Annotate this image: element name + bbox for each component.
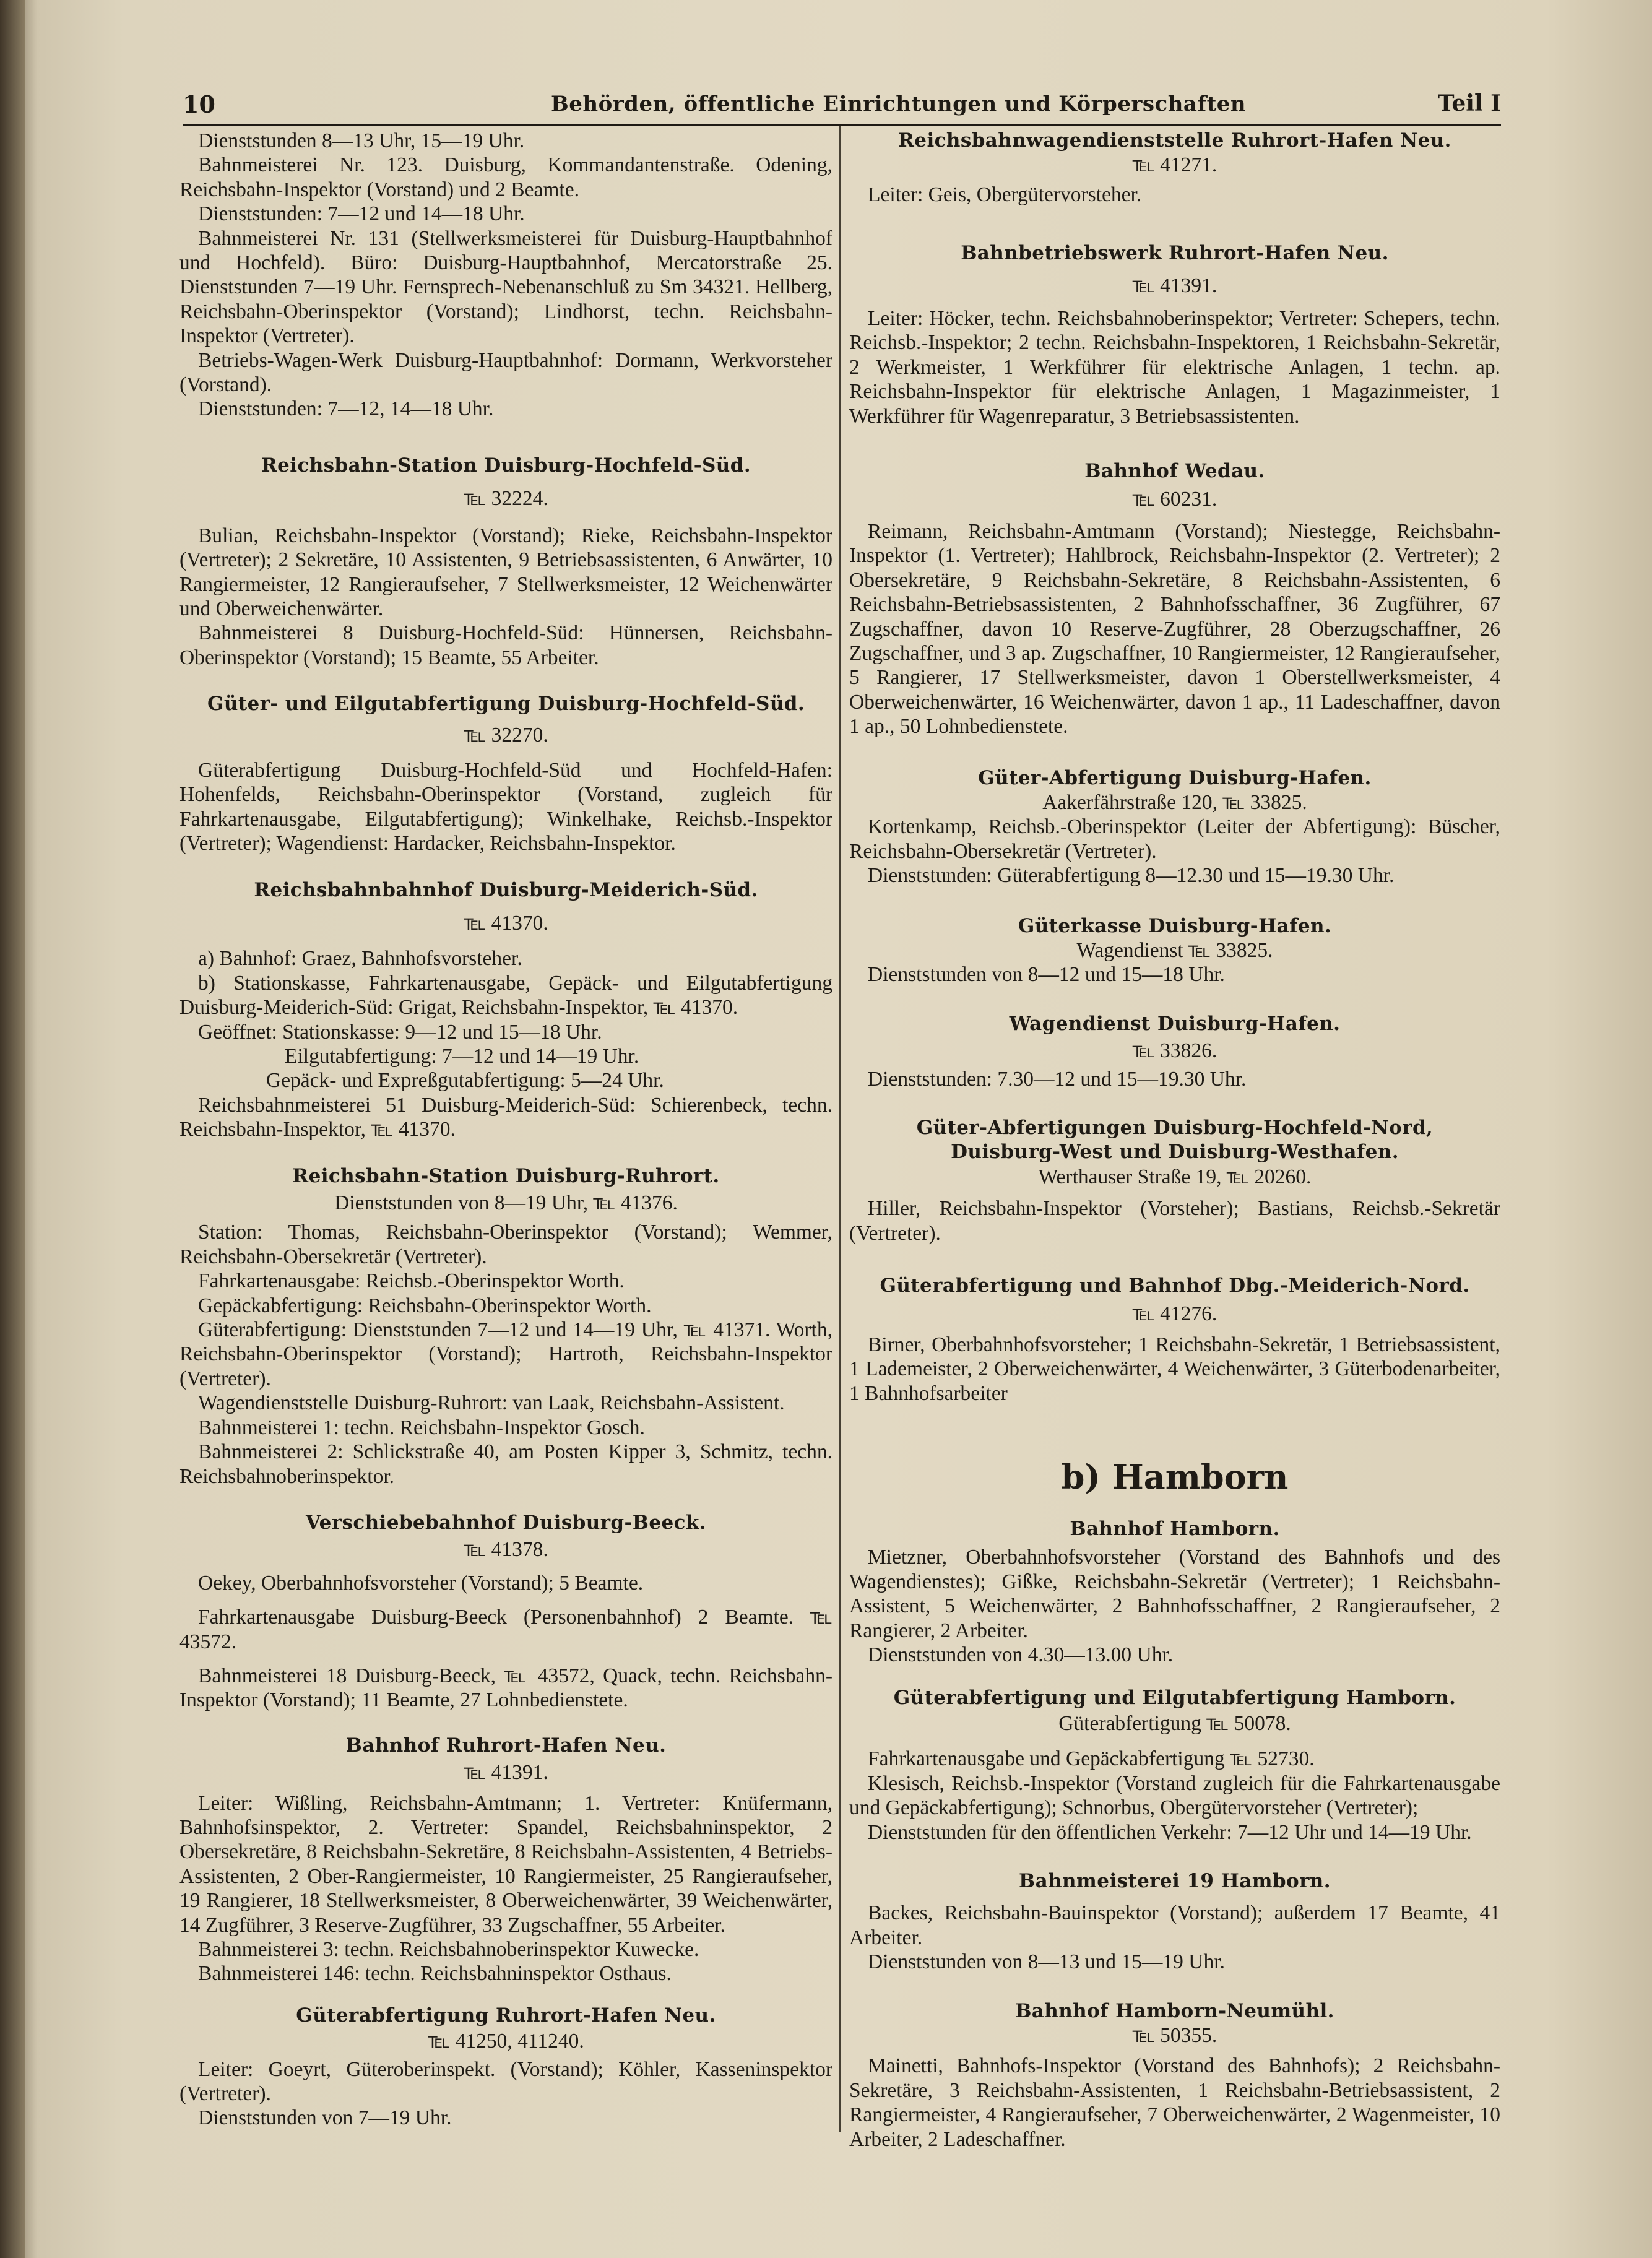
section-hochfeld-nord — [849, 1116, 1500, 1245]
section-title: Güterabfertigung und Bahnhof Dbg.-Meiderich-Nord. — [880, 1274, 1470, 1297]
paragraph: Bahnmeisterei 8 Duisburg-Hochfeld-Süd: Hünnersen, Reichsbahn-Oberinspektor (Vorstand); 15 Beamte, 55 Arbeiter. — [179, 621, 832, 669]
section-beeck — [179, 1511, 832, 1713]
paragraph: Leiter: Höcker, techn. Reichsbahnoberinspektor; Vertreter: Schepers, techn. Reichsb.-Inspektor; 2 techn. Reichsbahn-Inspektoren, 1 Reichsbahn-Sekretär, 2 Werkmeister, 1 Werkführer für elektrische Anlagen, 1 techn. ap. Reichsbahn-Inspektor für elektrische Anlagen, 1 Magazinmeister, 1 Werkführer für Wagenreparatur, 3 Betriebsassistenten. — [849, 307, 1500, 428]
paragraph: Klesisch, Reichsb.-Inspektor (Vorstand zugleich für die Fahrkartenausgabe und Gepäckabfertigung); Schnorbus, Obergütervorsteher (Vertreter); — [849, 1771, 1500, 1820]
paragraph: Eilgutabfertigung: 7—12 und 14—19 Uhr. — [285, 1045, 639, 1068]
paragraph: Hiller, Reichsbahn-Inspektor (Vorsteher); Bastians, Reichsb.-Sekretär (Vertreter). — [849, 1197, 1500, 1245]
phone-number: ℡ 41391. — [1132, 274, 1217, 297]
section-hamborn-neumuehl — [849, 1999, 1500, 2152]
address: Aakerfährstraße 120, ℡ 33825. — [1042, 790, 1307, 814]
section-title: Güter-Abfertigung Duisburg-Hafen. — [978, 766, 1372, 789]
phone-number: ℡ 32270. — [464, 723, 548, 746]
paragraph: Dienststunden 8—13 Uhr, 15—19 Uhr. — [198, 129, 525, 152]
opening-hours: Dienststunden von 8—19 Uhr, ℡ 41376. — [334, 1192, 678, 1215]
phone-number: ℡ 41370. — [464, 911, 548, 935]
section-title: Reichsbahn-Station Duisburg-Hochfeld-Süd. — [261, 454, 751, 477]
section-title: Verschiebebahnhof Duisburg-Beeck. — [306, 1511, 706, 1534]
section-title: Bahnhof Wedau. — [1084, 460, 1265, 483]
section-meiderich-nord — [849, 1274, 1500, 1406]
paragraph: Dienststunden: Güterabfertigung 8—12.30 und 15—19.30 Uhr. — [868, 864, 1395, 888]
paragraph: Gepäckabfertigung: Reichsbahn-Oberinspektor Worth. — [198, 1294, 652, 1317]
paragraph: Gepäck- und Expreßgutabfertigung: 5—24 Uhr. — [266, 1069, 664, 1092]
address: Werthauser Straße 19, ℡ 20260. — [1038, 1165, 1312, 1188]
section-wedau — [849, 459, 1500, 738]
section-title: Bahnhof Ruhrort-Hafen Neu. — [345, 1734, 667, 1757]
phone-number: ℡ 41378. — [464, 1538, 548, 1562]
paragraph: Güterabfertigung Duisburg-Hochfeld-Süd und Hochfeld-Hafen: Hohenfelds, Reichsbahn-Oberinspektor (Vorstand, zugleich für Fahrkartenausgabe, Eilgutabfertigung); Winkelhake, Reichsb.-Inspektor (Vertreter); Wagendienst: Hardacker, Reichsbahn-Inspektor. — [179, 758, 832, 855]
phone-number: ℡ 41276. — [1132, 1302, 1217, 1326]
section-gueter-hochfeld-sued — [179, 692, 832, 855]
section-gueterkasse — [849, 914, 1500, 987]
paragraph: Kortenkamp, Reichsb.-Oberinspektor (Leiter der Abfertigung): Büscher, Reichsbahn-Obersekretär (Vertreter). — [849, 815, 1500, 863]
paragraph: Dienststunden: 7—12 und 14—18 Uhr. — [198, 202, 525, 226]
section-bahnbetriebswerk — [849, 241, 1500, 428]
paragraph: Bahnmeisterei 1: techn. Reichsbahn-Inspektor Gosch. — [198, 1416, 645, 1439]
section-title: Reichsbahn-Station Duisburg-Ruhrort. — [292, 1164, 720, 1187]
paragraph: Leiter: Goeyrt, Güteroberinspekt. (Vorstand); Köhler, Kasseninspektor (Vertreter). — [179, 2057, 832, 2106]
paragraph: Dienststunden von 8—12 und 15—18 Uhr. — [868, 963, 1225, 987]
column-divider — [839, 126, 841, 2132]
phone-number: ℡ 60231. — [1132, 488, 1217, 511]
paragraph: Fahrkartenausgabe: Reichsb.-Oberinspektor Worth. — [198, 1270, 625, 1293]
paragraph: Bahnmeisterei Nr. 131 (Stellwerksmeisterei für Duisburg-Hauptbahnhof und Hochfeld). Büro: Duisburg-Hauptbahnhof, Mercatorstraße 25. Dienststunden 7—19 Uhr. Fernsprech-Nebenanschluß zu Sm 34321. Hellberg, Reichsbahn-Oberinspektor (Vorstand); Lindhorst, techn. Reichsbahn-Inspektor (Vertreter). — [179, 227, 832, 348]
paragraph: Dienststunden: 7.30—12 und 15—19.30 Uhr. — [868, 1067, 1247, 1091]
paragraph: Fahrkartenausgabe Duisburg-Beeck (Personenbahnhof) 2 Beamte. ℡ 43572. — [179, 1606, 832, 1653]
paragraph: Wagendienststelle Duisburg-Ruhrort: van Laak, Reichsbahn-Assistent. — [198, 1391, 785, 1415]
binding-edge — [0, 0, 25, 2258]
phone-number: Wagendienst ℡ 33825. — [1076, 938, 1273, 962]
page-header — [183, 87, 1501, 126]
paragraph: Betriebs-Wagen-Werk Duisburg-Hauptbahnhof: Dormann, Werkvorsteher (Vorstand). — [179, 348, 832, 397]
section-title: Güterkasse Duisburg-Hafen. — [1018, 914, 1332, 937]
section-bahnmeisterei-hamborn — [849, 1869, 1500, 1975]
phone-number: ℡ 32224. — [464, 487, 548, 511]
intro-block — [179, 129, 832, 422]
section-wagendienststelle — [849, 129, 1500, 207]
section-title: Bahnhof Hamborn. — [1070, 1518, 1280, 1541]
section-title: Wagendienst Duisburg-Hafen. — [1009, 1012, 1341, 1035]
paragraph: Dienststunden von 4.30—13.00 Uhr. — [868, 1643, 1174, 1667]
section-gueter-hamborn — [849, 1686, 1500, 1845]
running-title: Behörden, öffentliche Einrichtungen und Körperschaften — [551, 92, 1247, 116]
left-column — [179, 129, 832, 2130]
section-title: Güterabfertigung und Eilgutabfertigung Hamborn. — [893, 1686, 1456, 1709]
paragraph: Bahnmeisterei Nr. 123. Duisburg, Kommandantenstraße. Odening, Reichsbahn-Inspektor (Vorstand) und 2 Beamte. — [179, 154, 832, 201]
section-heading-hamborn: b) Hamborn — [1061, 1457, 1289, 1497]
paragraph: b) Stationskasse, Fahrkartenausgabe, Gepäck- und Eilgutabfertigung Duisburg-Meiderich-Süd: Grigat, Reichsbahn-Inspektor, ℡ 41370. — [179, 971, 832, 1019]
phone-number: ℡ 33826. — [1132, 1039, 1217, 1063]
phone-number: Güterabfertigung ℡ 50078. — [1058, 1711, 1291, 1735]
phone-number: ℡ 50355. — [1132, 2023, 1217, 2047]
section-title: Güterabfertigung Ruhrort-Hafen Neu. — [296, 2004, 716, 2027]
section-title-line2: Duisburg-West und Duisburg-Westhafen. — [951, 1141, 1399, 1164]
section-bahnhof-hamborn — [849, 1517, 1500, 1667]
part-label: Teil I — [1437, 90, 1501, 116]
page-number: 10 — [183, 90, 215, 118]
phone-number: ℡ 41391. — [464, 1761, 548, 1784]
right-column — [849, 129, 1500, 2152]
paragraph: Birner, Oberbahnhofsvorsteher; 1 Reichsbahn-Sekretär, 1 Betriebsassistent, 1 Lademeister, 2 Oberweichenwärter, 4 Weichenwärter, 3 Güterbodenarbeiter, 1 Bahnhofsarbeiter — [849, 1333, 1500, 1405]
phone-number: ℡ 41271. — [1132, 154, 1217, 177]
section-title: Reichsbahnbahnhof Duisburg-Meiderich-Süd. — [254, 878, 758, 901]
section-wagendienst-hafen — [849, 1012, 1500, 1091]
section-title: Bahnhof Hamborn-Neumühl. — [1015, 1999, 1334, 2022]
paragraph: Bulian, Reichsbahn-Inspektor (Vorstand); Rieke, Reichsbahn-Inspektor (Vertreter); 2 Sekretäre, 10 Assistenten, 9 Betriebsassistenten, 6 Anwärter, 10 Rangiermeister, 12 Rangieraufseher, 7 Stellwerksmeister, 12 Weichenwärter und Oberweichenwärter. — [179, 524, 832, 620]
paragraph: Leiter: Geis, Obergütervorsteher. — [868, 183, 1142, 206]
paragraph: Bahnmeisterei 18 Duisburg-Beeck, ℡ 43572, Quack, techn. Reichsbahn-Inspektor (Vorstand); 11 Beamte, 27 Lohnbedienstete. — [179, 1664, 832, 1712]
section-hochfeld-sued — [179, 454, 832, 670]
paragraph: Geöffnet: Stationskasse: 9—12 und 15—18 Uhr. — [198, 1020, 602, 1044]
section-ruhrort-hafen-neu — [179, 1734, 832, 1986]
phone-number: ℡ 41250, 411240. — [428, 2030, 584, 2053]
paragraph: Dienststunden: 7—12, 14—18 Uhr. — [198, 397, 494, 421]
paragraph: Oekey, Oberbahnhofsvorsteher (Vorstand); 5 Beamte. — [198, 1571, 644, 1594]
section-title: Bahnbetriebswerk Ruhrort-Hafen Neu. — [961, 242, 1389, 265]
paragraph: Reichsbahnmeisterei 51 Duisburg-Meiderich-Süd: Schierenbeck, techn. Reichsbahn-Inspektor, ℡ 41370. — [179, 1093, 832, 1141]
paragraph: Fahrkartenausgabe und Gepäckabfertigung ℡ 52730. — [868, 1747, 1315, 1771]
paragraph: Reimann, Reichsbahn-Amtmann (Vorstand); Niestegge, Reichsbahn-Inspektor (1. Vertreter); Hahlbrock, Reichsbahn-Inspektor (2. Vertreter); 2 Obersekretäre, 9 Reichsbahn-Sekretäre, 8 Reichsbahn-Assistenten, 6 Reichsbahn-Betriebsassistenten, 2 Bahnhofsschaffner, 36 Zugführer, 67 Zugschaffner, davon 10 Reserve-Zugführer, 28 Oberzugschaffner, 26 Zugschaffner, und 3 ap. Zugschaffner, 10 Rangiermeister, 12 Rangieraufseher, 5 Rangierer, 17 Stellwerksmeister, davon 1 Oberstellwerksmeister, 4 Oberweichenwärter, 16 Weichenwärter, davon 1 ap., 11 Ladeschaffner, davon 1 ap., 50 Lohnbedienstete. — [849, 519, 1500, 738]
paragraph: Leiter: Wißling, Reichsbahn-Amtmann; 1. Vertreter: Knüfermann, Bahnhofsinspektor, 2. Vertreter: Spandel, Reichsbahninspektor, 2 Obersekretäre, 8 Reichsbahn-Sekretäre, 8 Reichsbahn-Assistenten, 4 Betriebs-Assistenten, 2 Ober-Rangiermeister, 10 Rangiermeister, 25 Rangieraufseher, 19 Rangierer, 18 Stellwerksmeister, 8 Oberweichenwärter, 39 Weichenwärter, 14 Zugführer, 3 Reserve-Zugführer, 33 Zugschaffner, 55 Arbeiter. — [179, 1791, 832, 1937]
paragraph: a) Bahnhof: Graez, Bahnhofsvorsteher. — [198, 947, 522, 971]
paragraph: Dienststunden von 8—13 und 15—19 Uhr. — [868, 1950, 1225, 1974]
section-title: Güter- und Eilgutabfertigung Duisburg-Hochfeld-Süd. — [207, 693, 805, 716]
paragraph: Bahnmeisterei 146: techn. Reichsbahninspektor Osthaus. — [198, 1962, 672, 1986]
paragraph: Station: Thomas, Reichsbahn-Oberinspektor (Vorstand); Wemmer, Reichsbahn-Obersekretär (Vertreter). — [179, 1221, 832, 1268]
section-title: Güter-Abfertigungen Duisburg-Hochfeld-Nord, — [916, 1117, 1434, 1139]
paragraph: Güterabfertigung: Dienststunden 7—12 und 14—19 Uhr, ℡ 41371. Worth, Reichsbahn-Oberinspektor (Vorstand); Hartroth, Reichsbahn-Inspektor (Vertreter). — [179, 1318, 832, 1390]
section-meiderich-sued — [179, 878, 832, 1142]
paragraph: Backes, Reichsbahn-Bauinspektor (Vorstand); außerdem 17 Beamte, 41 Arbeiter. — [849, 1901, 1500, 1949]
section-gueter-ruhrort-hafen — [179, 2004, 832, 2130]
paragraph: Dienststunden für den öffentlichen Verkehr: 7—12 Uhr und 14—19 Uhr. — [868, 1820, 1472, 1844]
section-gueter-hafen — [849, 766, 1500, 888]
paragraph: Mainetti, Bahnhofs-Inspektor (Vorstand des Bahnhofs); 2 Reichsbahn-Sekretäre, 3 Reichsbahn-Assistenten, 1 Reichsbahn-Betriebsassistent, 2 Rangiermeister, 4 Rangieraufseher, 7 Oberweichenwärter, 2 Wagenmeister, 10 Arbeiter, 2 Ladeschaffner. — [849, 2054, 1500, 2151]
section-title: Reichsbahnwagendienststelle Ruhrort-Hafen Neu. — [898, 129, 1451, 152]
paragraph: Bahnmeisterei 2: Schlickstraße 40, am Posten Kipper 3, Schmitz, techn. Reichsbahnoberinspektor. — [179, 1440, 832, 1488]
section-ruhrort — [179, 1164, 832, 1489]
paragraph: Bahnmeisterei 3: techn. Reichsbahnoberinspektor Kuwecke. — [198, 1938, 699, 1961]
paragraph: Mietzner, Oberbahnhofsvorsteher (Vorstand des Bahnhofs und des Wagendienstes); Gißke, Reichsbahn-Sekretär (Vertreter); 1 Reichsbahn-Assistent, 5 Weichenwärter, 2 Bahnhofsschaffner, 2 Rangieraufseher, 2 Rangierer, 2 Arbeiter. — [849, 1546, 1500, 1642]
section-title: Bahnmeisterei 19 Hamborn. — [1019, 1869, 1331, 1892]
paragraph: Dienststunden von 7—19 Uhr. — [198, 2106, 452, 2130]
